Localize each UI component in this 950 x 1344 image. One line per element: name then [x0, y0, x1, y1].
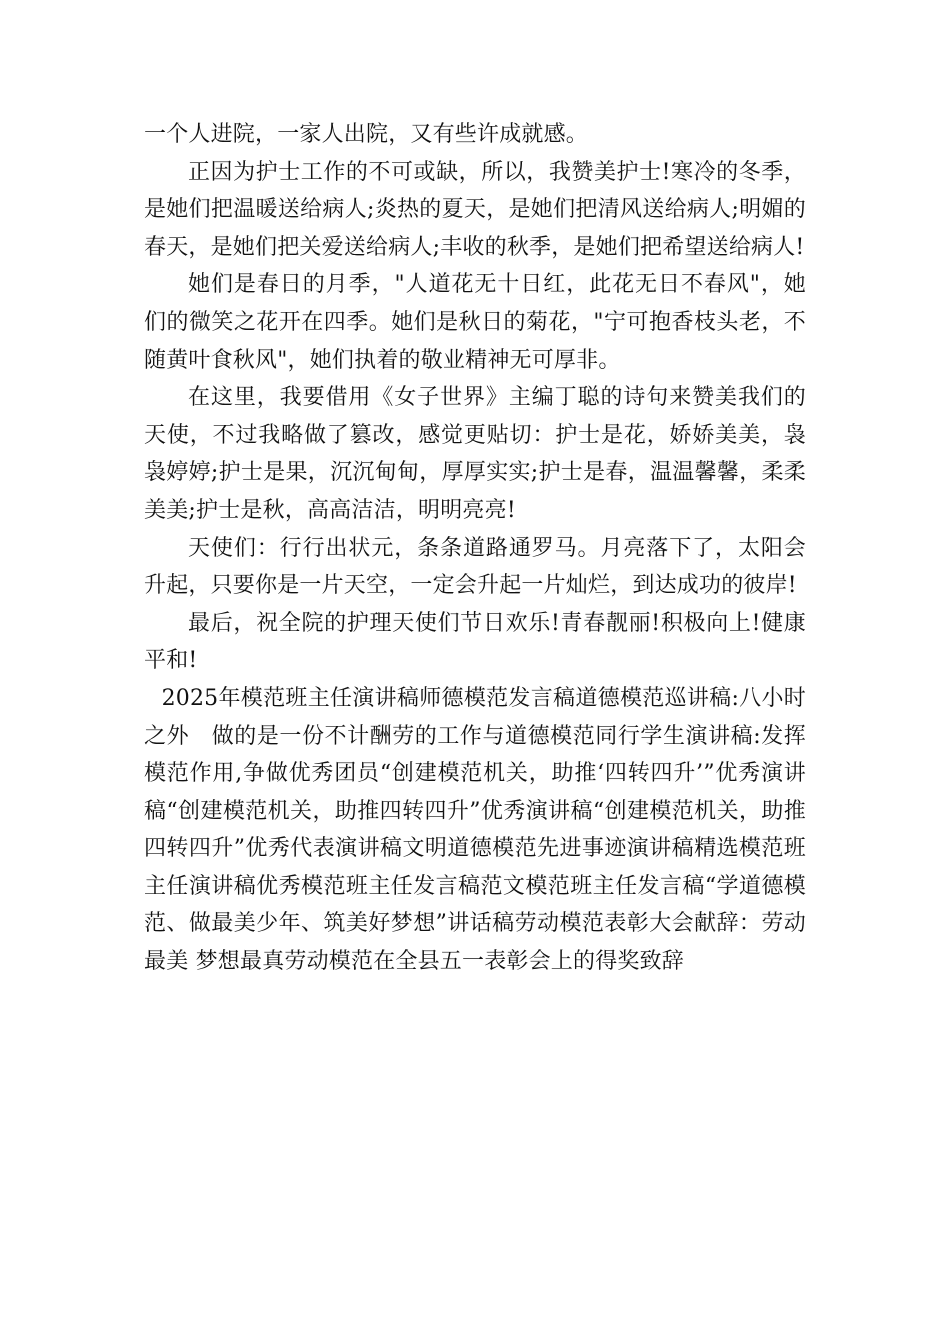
paragraph-closing: 最后，祝全院的护理天使们节日欢乐!青春靓丽!积极向上!健康平和! [144, 610, 806, 674]
paragraph-poem: 在这里，我要借用《女子世界》主编丁聪的诗句来赞美我们的天使，不过我略做了篡改，感觉更贴切：护士是花，娇娇美美，袅袅婷婷;护士是果，沉沉甸甸，厚厚实实;护士是春，温温馨馨，柔柔美美;护士是秋，高高洁洁，明明亮亮! [144, 385, 806, 523]
paragraph-angels: 天使们：行行出状元，条条道路通罗马。月亮落下了，太阳会升起，只要你是一片天空，一定会升起一片灿烂，到达成功的彼岸! [144, 535, 806, 599]
paragraph-continuation: 一个人进院，一家人出院，又有些许成就感。 [144, 122, 589, 147]
related-articles-text: 2025年模范班主任演讲稿师德模范发言稿道德模范巡讲稿:八小时之外 做的是一份不计酬劳的工作与道德模范同行学生演讲稿:发挥模范作用,争做优秀团员“创建模范机关，助推‘四转四升’”优秀演讲稿“创建模范机关，助推四转四升”优秀演讲稿“创建模范机关，助推四转四升”优秀代表演讲稿文明道德模范先进事迹演讲稿精选模范班主任演讲稿优秀模范班主任发言稿范文模范班主任发言稿“学道德模范、做最美少年、筑美好梦想”讲话稿劳动模范表彰大会献辞：劳动最美 梦想最真劳动模范在全县五一表彰会上的得奖致辞 [144, 685, 806, 975]
document-body [144, 116, 806, 981]
paragraph-praise-nurses: 正因为护士工作的不可或缺，所以，我赞美护士!寒冷的冬季，是她们把温暖送给病人;炎热的夏天，是她们把清风送给病人;明媚的春天，是她们把关爱送给病人;丰收的秋季，是她们把希望送给病人! [144, 159, 806, 260]
paragraph-flowers: 她们是春日的月季，"人道花无十日红，此花无日不春风"，她们的微笑之花开在四季。她们是秋日的菊花，"宁可抱香枝头老，不随黄叶食秋风"，她们执着的敬业精神无可厚非。 [144, 272, 806, 373]
